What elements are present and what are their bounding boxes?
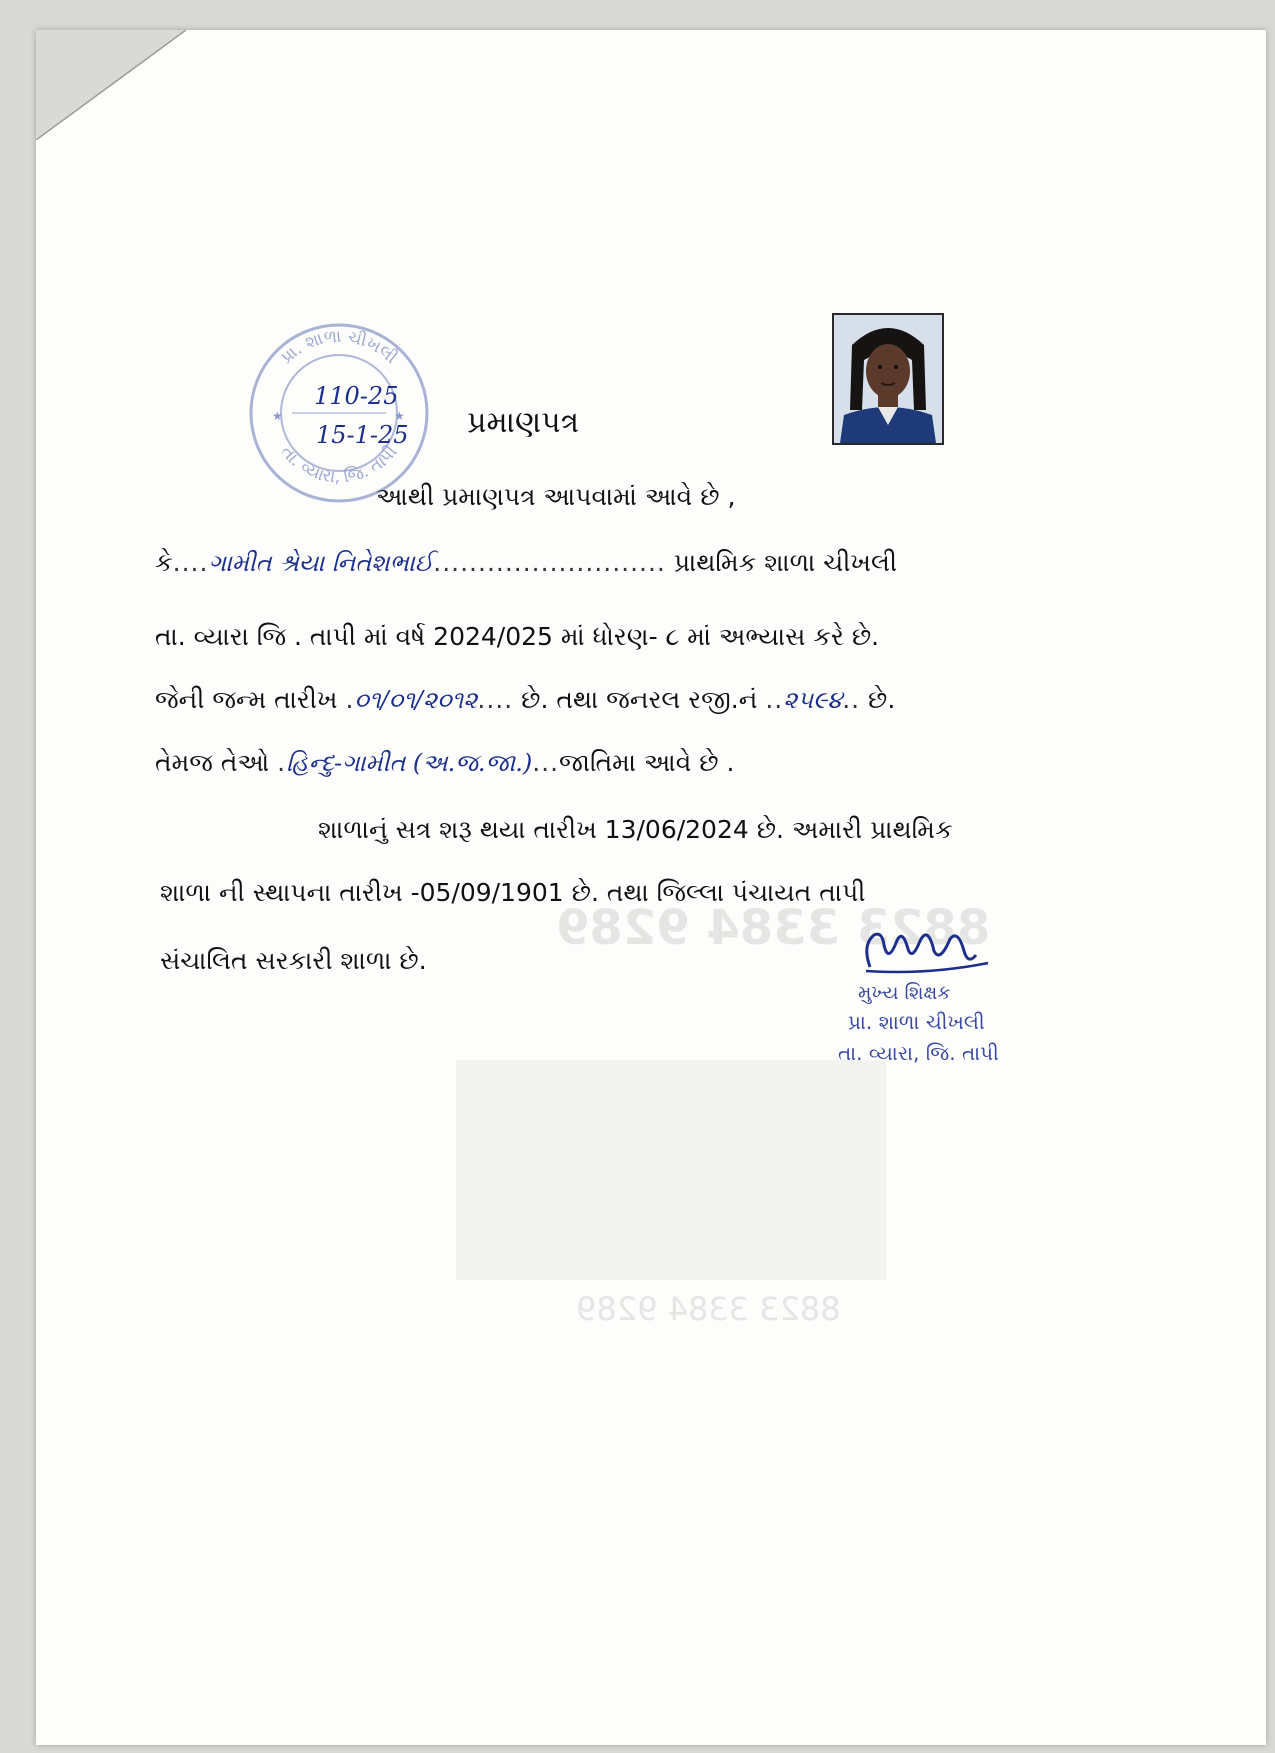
session-line: શાળાનું સત્ર શરૂ થયા તારીખ 13/06/2024 છે. અમારી પ્રાથમિક	[318, 815, 953, 844]
bleed-through: 8823 3384 9289	[556, 900, 991, 956]
caste-line: તેમજ તેઓ .હિન્દુ-ગામીત (અ.જ.જા.)...જાતિમા આવે છે .	[155, 748, 735, 777]
school-name: પ્રાથમિક શાળા ચીખલી	[673, 548, 897, 577]
register-number: ૨૫૯૪	[783, 686, 843, 714]
signature-designation: મુખ્ય શિક્ષક	[858, 982, 951, 1004]
class-line: તા. વ્યારા જિ . તાપી માં વર્ષ 2024/025 માં ધોરણ- ૮ માં અભ્યાસ કરે છે.	[155, 622, 880, 651]
dob-label: જેની જન્મ તારીખ	[155, 685, 338, 714]
management-line: સંચાલિત સરકારી શાળા છે.	[160, 946, 427, 975]
signature-place: તા. વ્યારા, જિ. તાપી	[838, 1041, 999, 1065]
page-title: પ્રમાણપત્ર	[467, 405, 580, 440]
intro-line: આથી પ્રમાણપત્ર આપવામાં આવે છે ,	[376, 482, 736, 511]
stamp-outer-text: પ્રા. શાળા ચીખલી	[276, 326, 401, 369]
caste-line-suffix: જાતિમા આવે છે .	[559, 748, 735, 777]
bleed-through	[456, 1060, 886, 1280]
stamp-date: 15-1-25	[316, 421, 409, 449]
date-of-birth: ૦૧/૦૧/૨૦૧૨	[354, 686, 478, 714]
dob-line: જેની જન્મ તારીખ .૦૧/૦૧/૨૦૧૨.... છે. તથા જનરલ રજી.નં ..૨૫૯૪.. છે.	[155, 685, 896, 714]
stamp-ref-number: 110-25	[314, 382, 399, 410]
student-line: કે....ગામીત શ્રેયા નિતેશભાઈ.......................... પ્રાથમિક શાળા ચીખલી	[155, 548, 897, 577]
svg-text:★: ★	[272, 409, 283, 423]
caste-label: તેમજ તેઓ	[155, 748, 270, 777]
student-name: ગામીત શ્રેયા નિતેશભાઈ	[208, 549, 434, 577]
stamp-seal	[244, 318, 434, 508]
founding-line: શાળા ની સ્થાપના તારીખ -05/09/1901 છે. તથા જિલ્લા પંચાયત તાપી	[160, 878, 866, 907]
school-stamp	[244, 318, 434, 508]
caste: હિન્દુ-ગામીત (અ.જ.જા.)	[286, 749, 533, 777]
signature-school: પ્રા. શાળા ચીખલી	[848, 1010, 985, 1034]
bleed-through: 8823 3384 9289	[576, 1290, 841, 1328]
folded-corner	[36, 30, 186, 140]
regno-label: છે. તથા જનરલ રજી.નં	[521, 685, 758, 714]
student-photo-image	[834, 315, 942, 443]
svg-text:પ્રા. શાળા ચીખલી	[277, 327, 401, 369]
student-line-prefix: કે	[155, 548, 173, 577]
svg-text:★: ★	[394, 409, 405, 423]
student-photo	[832, 313, 944, 445]
stamp-bottom-text: તા. વ્યારા, જિ. તાપી	[276, 442, 402, 488]
dob-line-suffix: છે.	[868, 685, 896, 714]
